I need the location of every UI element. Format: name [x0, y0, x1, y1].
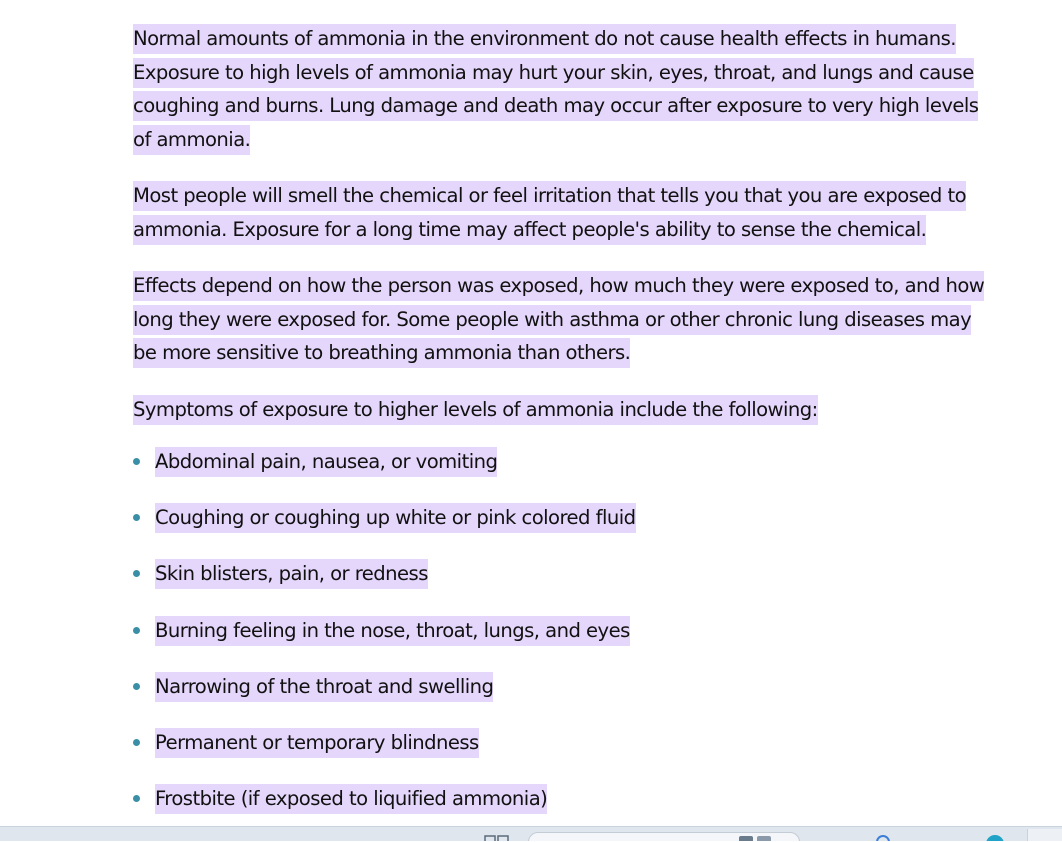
- paragraph-smell-irritation: [133, 179, 1058, 246]
- show-desktop-button[interactable]: [1027, 829, 1062, 841]
- bullet-icon: [133, 627, 140, 634]
- highlighted-text: Most people will smell the chemical or feel irritation that tells you that you are exposed to ammonia. Exposure for a long time may affect people's ability to sense the chemical.: [133, 181, 966, 245]
- list-item: Frostbite (if exposed to liquified ammonia): [133, 782, 1058, 816]
- bullet-icon: [133, 514, 140, 521]
- highlighted-text: Effects depend on how the person was exposed, how much they were exposed to, and how long they were exposed for. Some people with asthma or other chronic lung diseases may be more sensitive to breathing ammonia than others.: [133, 271, 984, 368]
- symptoms-list: [133, 445, 1058, 816]
- list-item: Skin blisters, pain, or redness: [133, 557, 1058, 591]
- bullet-icon: [133, 570, 140, 577]
- bullet-icon: [133, 739, 140, 746]
- highlighted-text: Normal amounts of ammonia in the environment do not cause health effects in humans. Exposure to high levels of ammonia may hurt your skin, eyes, throat, and lungs and cause coughing and burns. Lung damage and death may occur after exposure to very high levels of ammonia.: [133, 24, 978, 155]
- taskbar: [0, 826, 1062, 841]
- list-item: Burning feeling in the nose, throat, lungs, and eyes: [133, 614, 1058, 648]
- highlighted-text: Symptoms of exposure to higher levels of ammonia include the following:: [133, 395, 818, 425]
- paragraph-effects-depend: [133, 269, 1058, 370]
- list-item: Coughing or coughing up white or pink colored fluid: [133, 501, 1058, 535]
- article-content: [133, 22, 1058, 842]
- list-item: Abdominal pain, nausea, or vomiting: [133, 445, 1058, 479]
- list-item: Narrowing of the throat and swelling: [133, 670, 1058, 704]
- bullet-icon: [133, 458, 140, 465]
- bullet-icon: [133, 795, 140, 802]
- bullet-icon: [133, 683, 140, 690]
- paragraph-symptoms-intro: [133, 393, 1058, 427]
- list-item: Permanent or temporary blindness: [133, 726, 1058, 760]
- paragraph-health-effects: [133, 22, 1058, 156]
